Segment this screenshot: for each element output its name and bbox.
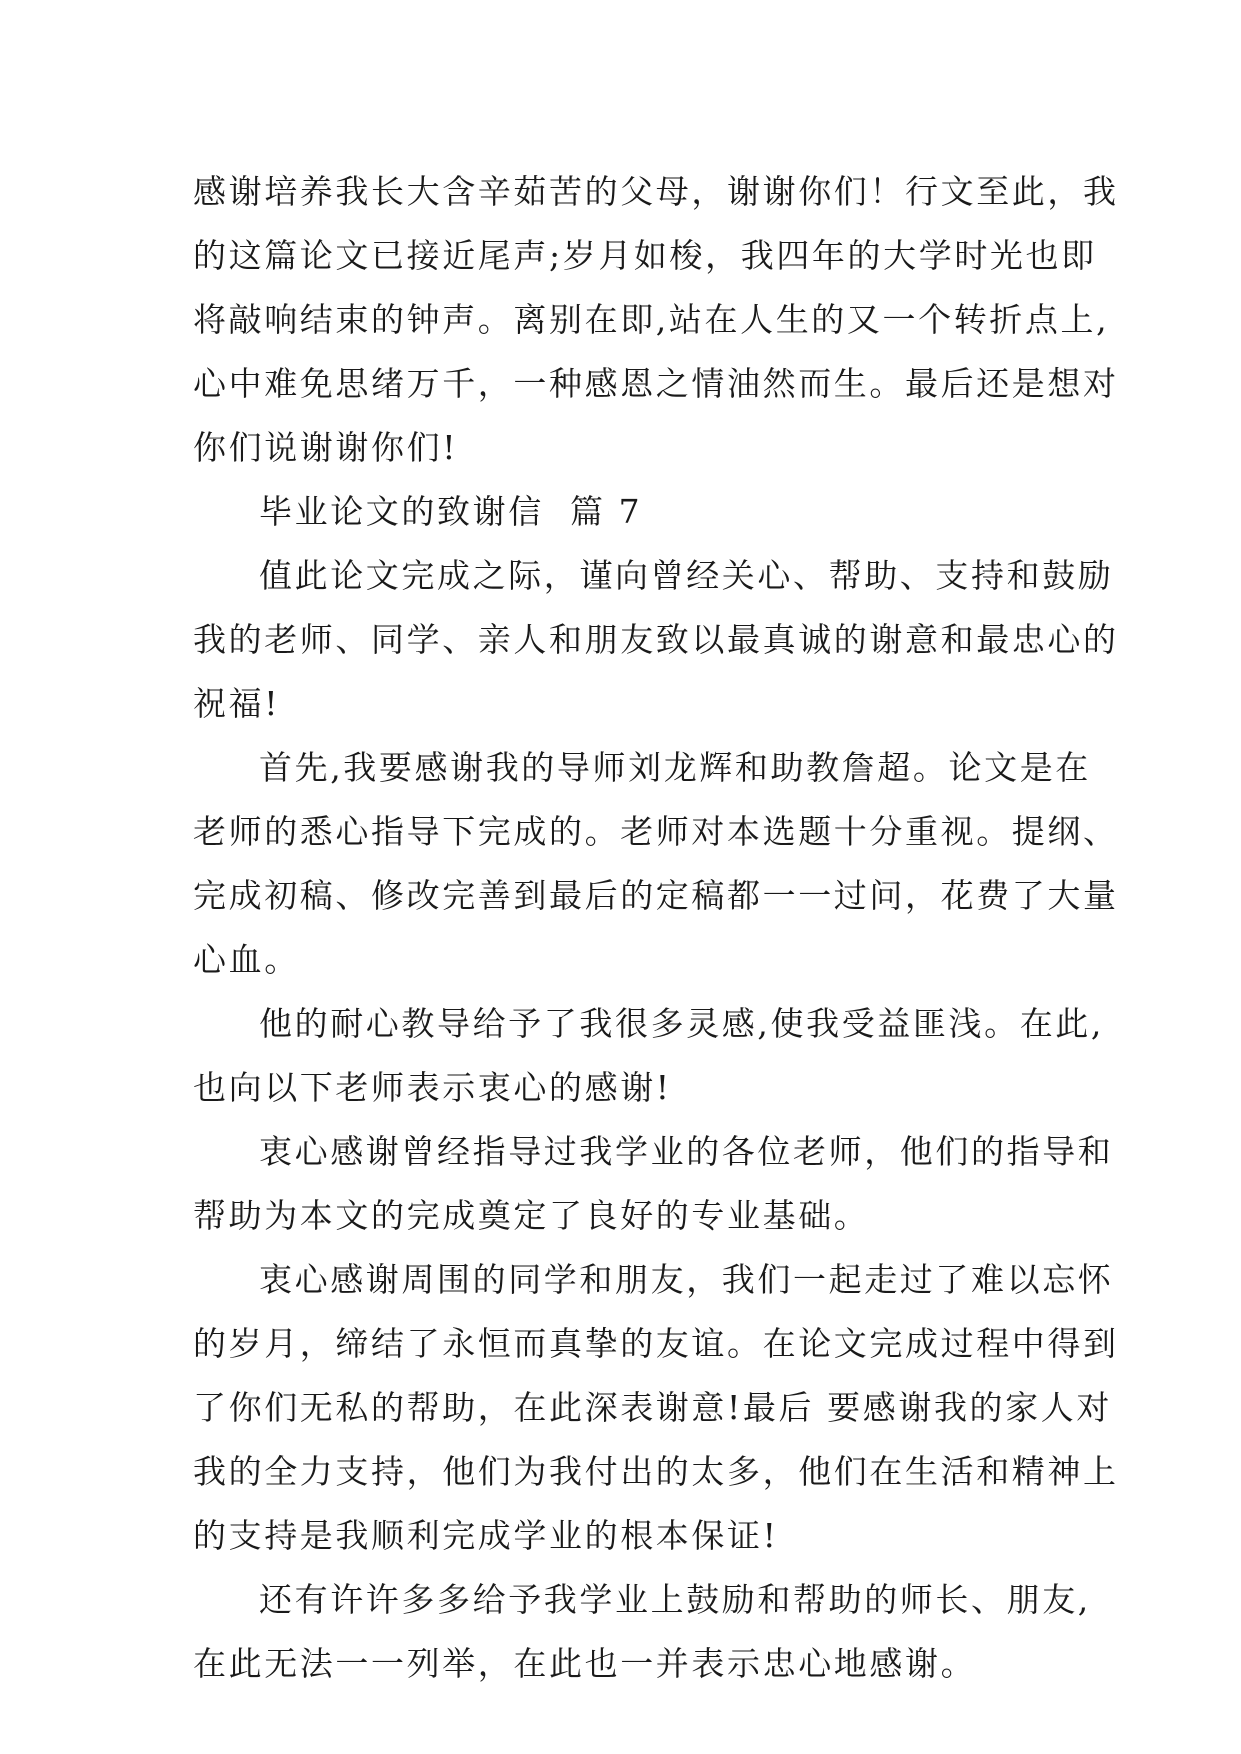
text-line: 心中难免思绪万千，一种感恩之情油然而生。最后还是想对 [193, 364, 1119, 403]
text-line: 的这篇论文已接近尾声;岁月如梭，我四年的大学时光也即 [193, 236, 1097, 275]
text-line: 我的老师、同学、亲人和朋友致以最真诚的谢意和最忠心的 [193, 620, 1119, 659]
document-body [193, 160, 1119, 1696]
text-line: 老师的悉心指导下完成的。老师对本选题十分重视。提纲、 [193, 812, 1119, 851]
text-line: 他的耐心教导给予了我很多灵感,使我受益匪浅。在此, [259, 1004, 1104, 1043]
text-line: 感谢培养我长大含辛茹苦的父母，谢谢你们！行文至此，我 [193, 172, 1119, 211]
text-line: 了你们无私的帮助，在此深表谢意!最后 要感谢我的家人对 [193, 1388, 1112, 1427]
text-line: 心血。 [193, 940, 300, 979]
text-line: 我的全力支持，他们为我付出的太多，他们在生活和精神上 [193, 1452, 1119, 1491]
text-line: 首先,我要感谢我的导师刘龙辉和助教詹超。论文是在 [259, 748, 1091, 787]
text-line: 也向以下老师表示衷心的感谢! [193, 1068, 672, 1107]
text-line: 值此论文完成之际，谨向曾经关心、帮助、支持和鼓励 [259, 556, 1114, 595]
text-line: 的岁月，缔结了永恒而真挚的友谊。在论文完成过程中得到 [193, 1324, 1119, 1363]
text-line: 衷心感谢曾经指导过我学业的各位老师，他们的指导和 [259, 1132, 1114, 1171]
section-heading: 毕业论文的致谢信 篇 7 [259, 492, 643, 531]
text-line: 将敲响结束的钟声。离别在即,站在人生的又一个转折点上, [193, 300, 1110, 339]
text-line: 你们说谢谢你们! [193, 428, 459, 467]
text-line: 帮助为本文的完成奠定了良好的专业基础。 [193, 1196, 870, 1235]
text-line: 衷心感谢周围的同学和朋友，我们一起走过了难以忘怀 [259, 1260, 1114, 1299]
text-line: 完成初稿、修改完善到最后的定稿都一一过问，花费了大量 [193, 876, 1119, 915]
text-line: 还有许许多多给予我学业上鼓励和帮助的师长、朋友, [259, 1580, 1091, 1619]
text-line: 在此无法一一列举，在此也一并表示忠心地感谢。 [193, 1644, 977, 1683]
text-line: 的支持是我顺利完成学业的根本保证! [193, 1516, 779, 1555]
text-line: 祝福! [193, 684, 281, 723]
